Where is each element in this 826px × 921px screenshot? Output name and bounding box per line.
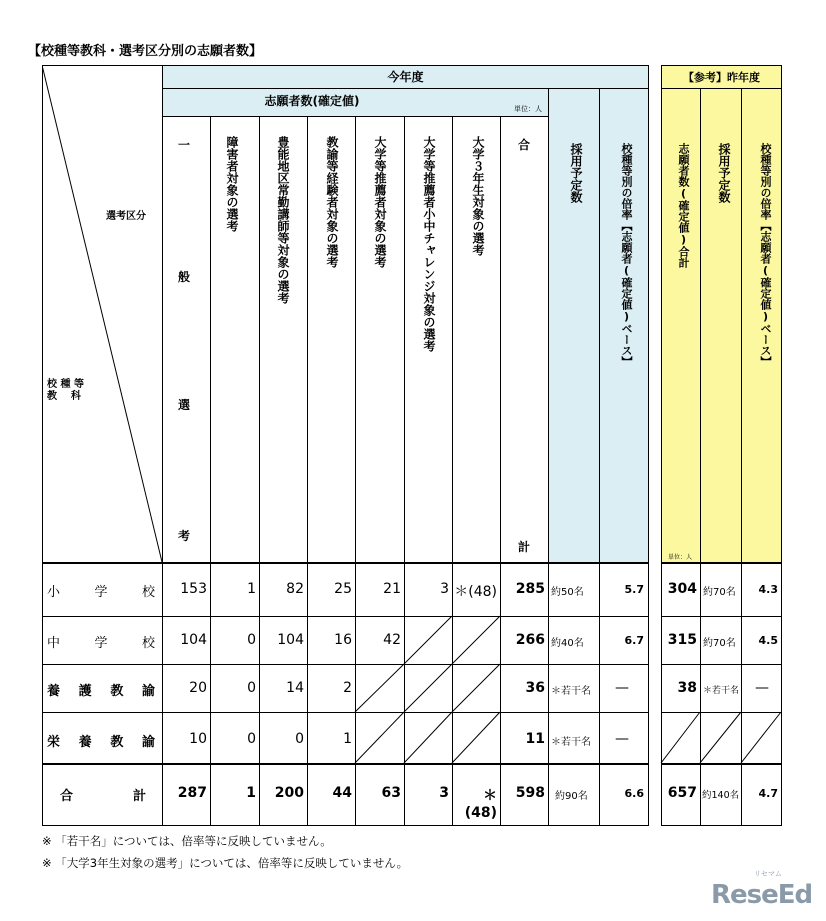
- cell-value: 11: [525, 731, 545, 747]
- cell-value: —: [615, 680, 629, 696]
- cell-value: 38: [677, 680, 697, 696]
- col-san-nen: 大学３年生対象の選考: [471, 136, 485, 256]
- cell-value: 0: [247, 632, 256, 648]
- cell-value: 42: [383, 632, 401, 648]
- cell-value: ＊若干名: [551, 737, 591, 748]
- resemom-logo: ReseEd: [711, 880, 813, 910]
- row-label-eiyo: 栄 養 教 諭: [47, 735, 155, 750]
- unit-label: 単位：人: [514, 105, 542, 113]
- cell-value: 約40名: [551, 638, 584, 649]
- note-1: ※ 「若干名」については、倍率等に反映していません。: [42, 834, 332, 848]
- cell-value: 153: [180, 581, 207, 597]
- reference-year-label: 【参考】昨年度: [683, 70, 760, 84]
- cell-value: 104: [277, 632, 304, 648]
- cell-value: ＊若干名: [551, 686, 591, 697]
- diag-bottom-label-2: 教 科: [47, 391, 81, 402]
- col-ippan-bottom: 選: [178, 398, 191, 412]
- cell-value: 16: [334, 632, 352, 648]
- col-total-bottom: 計: [518, 540, 531, 554]
- cell-value: 304: [667, 581, 697, 597]
- cell-value: 14: [286, 680, 304, 696]
- col-daigaku: 大学等推薦者対象の選考: [373, 136, 387, 268]
- cell-value: 266: [515, 632, 545, 648]
- cell-value: ＊(48): [454, 584, 497, 600]
- applicants-confirmed-label: 志願者数(確定値): [264, 93, 360, 108]
- cell-value: 25: [334, 581, 352, 597]
- cell-value: ＊若干名: [703, 686, 740, 696]
- cell-value: 598: [515, 785, 545, 801]
- cell-value: 10: [189, 731, 207, 747]
- ref-unit-label: 単位：人: [668, 554, 693, 561]
- cell-value: —: [615, 731, 629, 747]
- cell-value: 6.7: [624, 634, 644, 647]
- this-year-label: 今年度: [387, 70, 424, 84]
- cell-value: 約140名: [702, 790, 740, 801]
- row-label-total: 合 計: [60, 789, 146, 804]
- cell-value: 44: [332, 785, 352, 801]
- cell-value: 6.6: [624, 787, 644, 800]
- col-saiyo: 採用予定数: [569, 143, 583, 203]
- col-total-top: 合: [518, 138, 531, 152]
- col-ref-applicants: 志願者数(確定値)合計: [677, 143, 690, 268]
- cell-value: 104: [180, 632, 207, 648]
- diag-top-label: 選考区分: [106, 211, 146, 222]
- cell-value: 82: [286, 581, 304, 597]
- col-challenge: 大学等推薦者小中チャレンジ対象の選考: [422, 136, 436, 352]
- cell-value: 約90名: [555, 791, 588, 802]
- cell-value: 36: [525, 680, 545, 696]
- cell-value: 5.7: [624, 583, 644, 596]
- col-ippan-end: 考: [178, 529, 191, 543]
- col-shogai: 障害者対象の選考: [225, 136, 239, 232]
- cell-value: 1: [343, 731, 352, 747]
- cell-value: 約70名: [703, 638, 736, 649]
- cell-value: 315: [667, 632, 697, 648]
- col-ref-saiyo: 採用予定数: [717, 143, 731, 203]
- cell-value: 3: [439, 785, 449, 801]
- cell-value: 4.7: [758, 787, 778, 800]
- cell-value: 0: [247, 680, 256, 696]
- table-title: 【校種等教科・選考区分別の志願者数】: [28, 44, 263, 59]
- col-kyoyu: 教諭等経験者対象の選考: [325, 136, 339, 268]
- diag-bottom-label-1: 校 種 等: [47, 379, 84, 390]
- col-tono: 豊能地区常勤講師等対象の選考: [276, 136, 290, 304]
- cell-value: 285: [515, 581, 545, 597]
- cell-value: 約50名: [551, 587, 584, 598]
- cell-value: 1: [247, 581, 256, 597]
- cell-value: 21: [383, 581, 401, 597]
- cell-value: 1: [246, 785, 256, 801]
- cell-value: 200: [274, 785, 304, 801]
- cell-value: 3: [440, 581, 449, 597]
- cell-value: 4.5: [758, 634, 778, 647]
- cell-value: 657: [667, 785, 697, 801]
- row-label-chugakko: 中 学 校: [47, 636, 155, 651]
- logo-sub: リセマム: [754, 870, 782, 878]
- cell-value: —: [755, 680, 769, 696]
- cell-value: 63: [381, 785, 401, 801]
- row-label-yogo: 養 護 教 諭: [47, 684, 155, 699]
- cell-value: 287: [177, 785, 207, 801]
- cell-value: 0: [247, 731, 256, 747]
- cell-value: 0: [295, 731, 304, 747]
- cell-value: 4.3: [758, 583, 778, 596]
- cell-value: 約70名: [703, 587, 736, 598]
- col-ippan-top: 一: [178, 138, 191, 152]
- cell-value: 20: [189, 680, 207, 696]
- cell-value: 2: [343, 680, 352, 696]
- note-2: ※ 「大学3年生対象の選考」については、倍率等に反映していません。: [42, 856, 409, 870]
- row-label-shogakko: 小 学 校: [47, 585, 155, 600]
- col-ref-bairitsu: 校種等別の倍率【志願者(確定値)ベース】: [759, 143, 772, 367]
- col-bairitsu: 校種等別の倍率【志願者(確定値)ベース】: [620, 143, 633, 367]
- col-ippan-middle: 般: [178, 270, 191, 284]
- cell-value: ＊(48): [464, 788, 497, 821]
